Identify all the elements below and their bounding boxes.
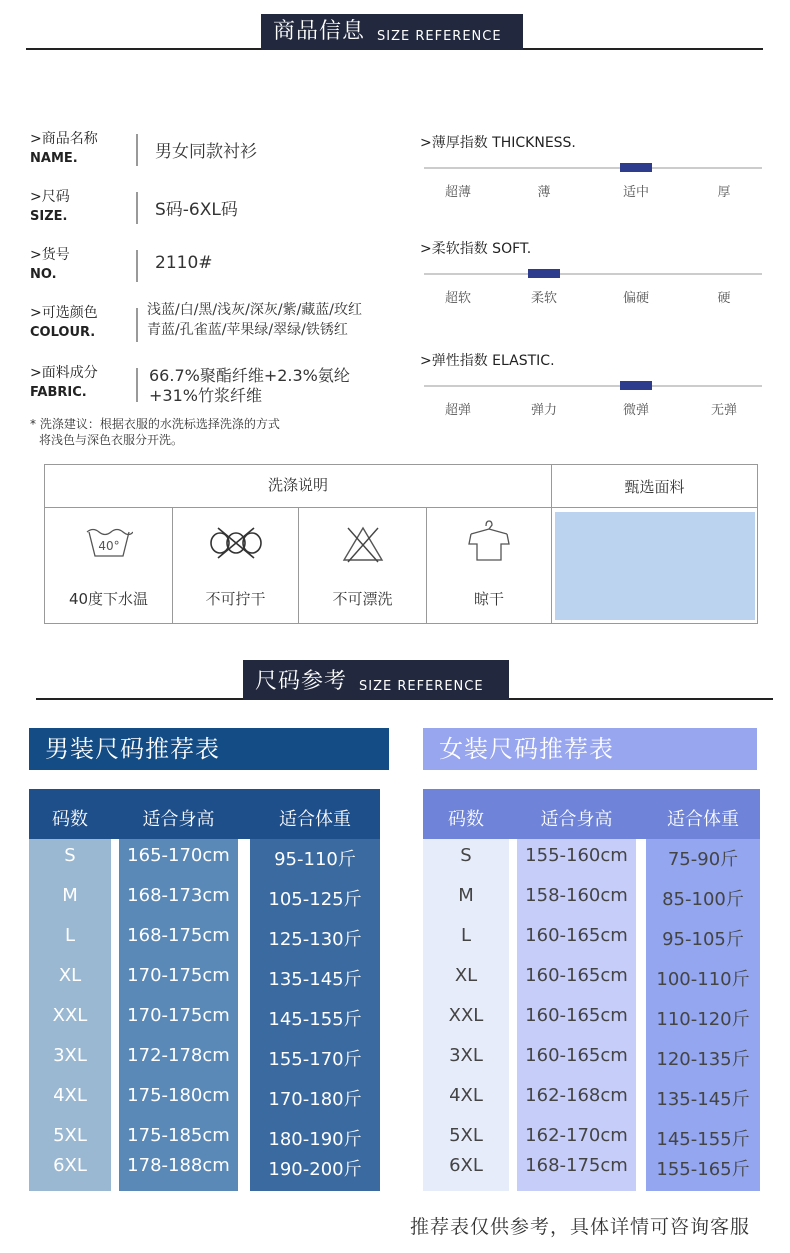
index-option: 柔软	[530, 291, 557, 306]
index-title: >柔软指数 SOFT.	[420, 241, 532, 257]
info-label	[30, 364, 98, 402]
info-label	[30, 188, 70, 226]
info-label-en: NO.	[30, 267, 57, 282]
size-table-cell: 5XL	[53, 1125, 87, 1146]
wash-item-no-bleach	[299, 508, 427, 623]
size-table-cell: 4XL	[449, 1085, 483, 1106]
info-label-cn: >尺码	[30, 189, 70, 205]
info-label	[30, 246, 70, 284]
index-marker	[620, 163, 652, 172]
size-table-cell: 125-130斤	[268, 929, 362, 950]
info-value	[147, 300, 362, 340]
info-label-en: FABRIC.	[30, 385, 87, 400]
fabric-swatch	[555, 512, 755, 620]
index-option: 薄	[537, 185, 551, 200]
info-value-line: 浅蓝/白/黑/浅灰/深灰/紫/藏蓝/玫红	[147, 302, 363, 318]
size-table-cell: 5XL	[449, 1125, 483, 1146]
footer-note: 推荐表仅供参考，具体详情可咨询客服	[409, 1216, 750, 1238]
size-table-cell: 3XL	[53, 1045, 87, 1066]
size-table-cell: 120-135斤	[656, 1049, 750, 1070]
size-table-column-header: 适合身高	[540, 809, 613, 830]
size-reference-header	[243, 660, 509, 700]
info-value-line: +31%竹浆纤维	[149, 386, 262, 405]
size-table-cell: 155-165斤	[656, 1159, 750, 1180]
wash-item-40	[45, 508, 173, 623]
size-table-cell: 4XL	[53, 1085, 87, 1106]
index-option: 偏硬	[622, 291, 649, 306]
size-table-cell: 100-110斤	[656, 969, 750, 990]
wash-item-no-wring	[173, 508, 299, 623]
index-option: 厚	[717, 185, 731, 200]
wash-instructions-table	[44, 464, 758, 624]
info-separator	[136, 308, 138, 342]
info-label-cn: >货号	[30, 247, 70, 263]
index-track	[424, 273, 762, 275]
size-table-cell: 178-188cm	[127, 1155, 230, 1176]
info-value-line: 青蓝/孔雀蓝/苹果绿/翠绿/铁锈红	[147, 322, 348, 338]
size-table-cell: 95-110斤	[274, 849, 356, 870]
size-table-column-header: 适合体重	[279, 809, 351, 830]
size-table-cell: 105-125斤	[268, 889, 362, 910]
header-title-cn: 商品信息	[273, 19, 366, 44]
index-track	[424, 167, 762, 169]
index-option: 超弹	[444, 403, 471, 418]
size-table-cell: 95-105斤	[662, 929, 744, 950]
info-value: 男女同款衬衫	[155, 142, 257, 162]
size-table-cell: XXL	[448, 1005, 484, 1026]
size-table-cell: 162-168cm	[525, 1085, 628, 1106]
size-table-cell: M	[458, 885, 474, 906]
index-option: 超薄	[444, 185, 471, 200]
size-table-cell: 170-175cm	[127, 1005, 230, 1026]
size-table-cell: 6XL	[449, 1155, 483, 1176]
wash-note-line: 将浅色与深色衣服分开洗。	[39, 433, 184, 447]
size-table-cell: 168-175cm	[525, 1155, 628, 1176]
size-table-cell: 160-165cm	[525, 1005, 628, 1026]
size-table-title: 女装尺码推荐表	[423, 728, 757, 770]
size-table-cell: 145-155斤	[268, 1009, 362, 1030]
size-table-cell: 6XL	[53, 1155, 87, 1176]
size-table-column-header: 码数	[52, 809, 88, 830]
size-table-cell: 175-180cm	[127, 1085, 230, 1106]
size-table-cell: 162-170cm	[525, 1125, 628, 1146]
size-table-cell: S	[460, 845, 472, 866]
index-option: 弹力	[530, 403, 557, 418]
size-table-cell: 170-180斤	[268, 1089, 362, 1110]
size-table-cell: L	[460, 925, 472, 946]
info-label-en: NAME.	[30, 151, 78, 166]
size-table-cell: 155-160cm	[525, 845, 628, 866]
wash-item-label: 晾干	[473, 590, 504, 608]
size-table-cell: 135-145斤	[656, 1089, 750, 1110]
size-table-column-header: 适合体重	[667, 809, 739, 830]
index-option: 硬	[717, 291, 731, 306]
wash-item-label: 40度下水温	[68, 590, 149, 608]
size-table-cell: 160-165cm	[525, 925, 628, 946]
size-table-cell: 168-175cm	[127, 925, 230, 946]
info-value	[149, 366, 350, 406]
size-table-column-header: 码数	[448, 809, 484, 830]
size-table-cell: L	[64, 925, 76, 946]
wash-item-label: 不可漂洗	[332, 590, 393, 608]
hang-dry-icon	[467, 518, 511, 564]
size-table-cell: 168-173cm	[127, 885, 230, 906]
info-value: 2110#	[155, 253, 213, 273]
size-table-cell: 85-100斤	[662, 889, 744, 910]
size-table-cell: 165-170cm	[127, 845, 230, 866]
wash-note	[30, 416, 280, 448]
info-label-en: SIZE.	[30, 209, 68, 224]
info-label-cn: >可选颜色	[30, 305, 98, 321]
index-track	[424, 385, 762, 387]
product-info-header	[261, 14, 523, 50]
wash-header: 洗涤说明	[45, 465, 552, 508]
size-table-cell: 175-185cm	[127, 1125, 230, 1146]
info-separator	[136, 134, 138, 166]
index-option: 适中	[622, 185, 649, 200]
header-title-en: SIZE REFERENCE	[359, 679, 484, 694]
size-table-column-header: 适合身高	[142, 809, 215, 830]
size-table-cell: XL	[58, 965, 82, 986]
info-separator	[136, 368, 138, 402]
size-table-cell: 172-178cm	[127, 1045, 230, 1066]
info-label	[30, 304, 98, 342]
size-table-cell: 145-155斤	[656, 1129, 750, 1150]
info-label-en: COLOUR.	[30, 325, 96, 340]
header-title-cn: 尺码参考	[255, 669, 348, 694]
info-separator	[136, 250, 138, 282]
info-label-cn: >商品名称	[30, 131, 98, 147]
size-table-cell: S	[64, 845, 76, 866]
index-title: >弹性指数 ELASTIC.	[420, 353, 555, 369]
size-table-cell: 110-120斤	[656, 1009, 750, 1030]
info-separator	[136, 192, 138, 224]
index-marker	[620, 381, 652, 390]
info-value-line: 66.7%聚酯纤维+2.3%氨纶	[149, 366, 350, 385]
wash-40-icon	[85, 524, 133, 562]
index-option: 无弹	[710, 403, 737, 418]
index-title: >薄厚指数 THICKNESS.	[420, 135, 576, 151]
no-bleach-icon	[340, 524, 386, 564]
size-table-cell: 160-165cm	[525, 965, 628, 986]
size-table-cell: 155-170斤	[268, 1049, 362, 1070]
size-table-cell: XXL	[52, 1005, 88, 1026]
size-table-title: 男装尺码推荐表	[29, 728, 389, 770]
size-table-cell: 180-190斤	[268, 1129, 362, 1150]
fabric-header: 甄选面料	[552, 465, 757, 508]
index-option: 微弹	[622, 403, 649, 418]
size-table-cell: 160-165cm	[525, 1045, 628, 1066]
no-wring-icon	[208, 524, 264, 562]
wash-item-hang-dry	[427, 508, 552, 623]
index-option: 超软	[444, 291, 471, 306]
info-value: S码-6XL码	[155, 200, 238, 220]
info-label	[30, 130, 98, 168]
wash-temp-text: 40°	[97, 539, 120, 553]
wash-note-line: * 洗涤建议：根据衣服的水洗标选择洗涤的方式	[30, 417, 280, 431]
header-title-en: SIZE REFERENCE	[377, 29, 502, 44]
wash-item-label: 不可拧干	[205, 590, 266, 608]
size-table-cell: 158-160cm	[525, 885, 628, 906]
size-table-cell: 135-145斤	[268, 969, 362, 990]
size-table-cell: 170-175cm	[127, 965, 230, 986]
index-marker	[528, 269, 560, 278]
size-table-cell: XL	[454, 965, 478, 986]
size-table-cell: M	[62, 885, 78, 906]
size-table-cell: 75-90斤	[667, 849, 739, 870]
size-table-cell: 190-200斤	[268, 1159, 362, 1180]
info-label-cn: >面料成分	[30, 365, 98, 381]
size-table-cell: 3XL	[449, 1045, 483, 1066]
